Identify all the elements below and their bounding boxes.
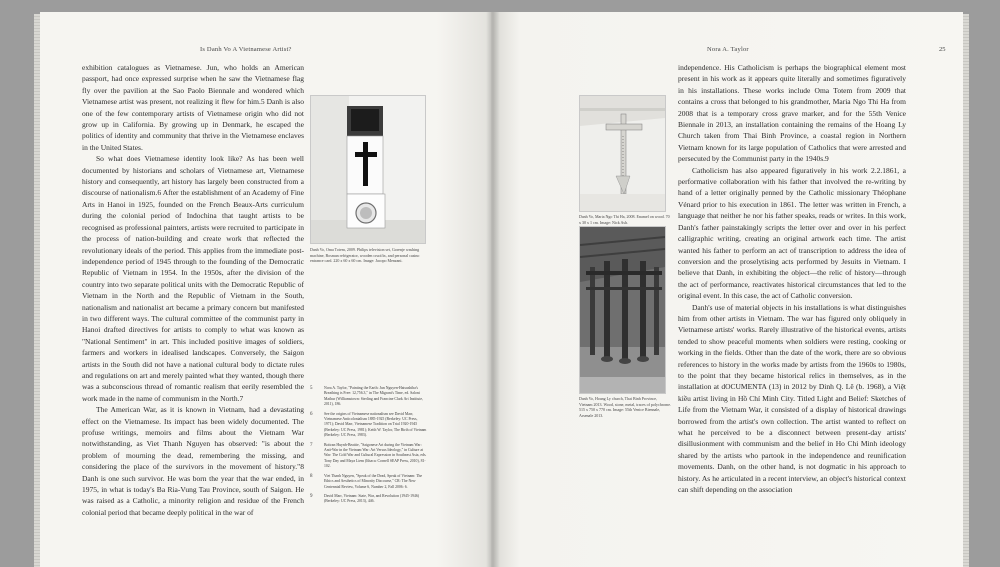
footnote-text: See the origins of Vietnamese nationalism see David Marr, Vietnamese Anticolonialism 1885-1925 (Berkeley: UC Press, 1971); David Marr, Vietnamese Tradition on Trial 1920-1945 (Berkeley: UC Press, 1981); Keith W. Taylor, The Birth of Vietnam (Berkeley: UC Press, 1983). (324, 411, 427, 438)
paragraph: The American War, as it is known in Vietnam, had a devastating effect on the Vietnamese. Its impact has been widely documented. The profuse writings, memoirs and films about the Vietnam War notwithstanding, as Viet Thanh Nguyen has observed: "is about the problem of mourning the dead, remembering the missing, and considering the place of the survivors in the movement of history."8 Danh is one such survivor. He was born the year that the war ended, in 1975, in what is today's Ba Ria-Vung Tau Province, south of Saigon. He was raised as a Catholic, a minority religion and residue of the French colonial period that became deeply political in the war of (82, 405, 304, 517)
paragraph: Catholicism has also appeared figuratively in his work 2.2.1861, a performative collaboration with his father that involved the re-writing by hand of a letter originally penned by the Catholic missionary Théophane Vénard prior to his execution in 1861. The letter was written in French, a language that neither he nor his father speaks, reads or writes. In this work, Danh's father painstakingly scripts the letter over and over in his perfect calligraphic writing, creating an original artwork each time. The artist wanted his father to perform an act of transcription to address the idea of conversion and the proselytising acts performed by Jesuits in Vietnam. I believe that Danh, in exhibiting the object—the relic of history—through the act of performance, reactivates historical circumstances that led to the original event. In this case, the act of Catholic conversion. (678, 165, 906, 301)
paragraph: So what does Vietnamese identity look like? As has been well documented by historians and scholars of Vietnamese art, Vietnamese history and consequently, art history has largely been constructed from a discourse of nationalism.6 After the establishment of an Academy of Fine Arts in Hanoi in 1925, founded on the French Beaux-Arts curriculum during the colonial period of Indochina that taught artists to be recognised as professional painters, artists were recruited to participate in the process of nation-building and create work that reflected the revolutionary ideals of the period. This applies from the immediate post-independence period of 1945 through to the founding of the Democratic Republic of Vietnam in 1954. In the 1950s, after the division of the country into two separate political units with the Democratic Republic of Vietnam in the North and the Republic of Vietnam in the South, nationalism and nationalist art became a primary concern but manifested in two different ways. The cultural committee of the communist party in Hanoi drafted directives for artists to comply to what was known as "National Sentiment" in art. This included positive images of soldiers, farmers and workers in idealised landscapes. Conversely, the Saigon artists in the South did not have a national cultural body to dictate rules and regulations on art and merely painted what they wanted, though there was a subconscious thread of romantic realism that eerily resembled the work made in the name of communism in the North.7 (82, 154, 304, 403)
paragraph: independence. His Catholicism is perhaps the biographical element most present in his work as it appears quite literally and sometimes figuratively in his installations. These works include Oma Totem from 2009 that contains a cross that belonged to his grandmother, Maria Ngo Thi Ha from 2008 that is a temporary cross grave marker, and for the 55th Venice Biennale in 2013, an installation containing the remains of the Hoang Ly Church taken from Thai Binh Province, a coastal region in Northern Vietnam known for its large population of Catholics that were arrested and persecuted by the Communist party in the 1940s.9 (678, 63, 906, 164)
footnote-number: 7 (310, 442, 313, 448)
footnote (310, 412, 428, 439)
footnote-text: Boitran Huynh-Beattie, "Saigonese Art during the Vietnam War: Anti-War in the Vietnam War: Art Versus Ideology," in Culture at War: The Cold War and Cultural Expression in Southeast Asia, eds. Tony Day and Maya Liem (Ithaca: Cornell SEAP Press, 2010), 81-102. (324, 442, 427, 469)
footnote (310, 386, 428, 408)
running-head-right: Nora A. Taylor (707, 46, 749, 53)
footnote-text: Nora A. Taylor, "Painting the Earth: Jun Nguyen-Hatsushiba's Breathing is Free: 12,756.3," in The Migrant's Time, ed. Saloni Mathur (Williamstown: Sterling and Francine Clark Art Institute, 2011), 186. (324, 386, 423, 407)
page-number: 25 (939, 46, 946, 53)
oma-totem-photo (310, 95, 426, 244)
hoang-ly-church-caption: Danh Vo, Hoang Ly church, Thai Binh Province, Vietnam 2013. Wood, stone, metal, traces of polychrome. 515 x 750 x 770 cm. Image: 55th Venice Biennale, Arsenale 2013. (579, 396, 672, 418)
paragraph: exhibition catalogues as Vietnamese. Jun, who holds an American passport, had once expressed surprise when he saw the Vietnamese flag fly over the pavilion at the Sao Paolo Biennale and wondered which Vietnamese artist was present, not realizing it flew for him.5 Danh is also one of the few contemporary artists of Vietnamese origin who did not grow up in California. By growing up in Denmark, he escaped the politics of identity and community that thrive in the Vietnamese enclaves in the United States. (82, 63, 304, 152)
left-body-text (82, 62, 304, 518)
paragraph: Danh's use of material objects in his installations is what distinguishes him from other artists in Vietnam. The war has figured only obliquely in Vietnamese artists' works. Rarely illustrative of the historical events, artists tended to show peaceful moments when soldiers were resting, cooking or working in the fields. Other than the date of the work, there are so obvious references to history in the works made by artists from the 1960s to 1980s, to the point that they became historical relics in themselves, as in the installation at dOCUMENTA (13) in 2012 by Dinh Q. Lê (b. 1968), a Việt kiều artist living in Hồ Chí Minh City. Titled Light and Belief: Sketches of Life from the Vietnam War, it consisted of a display of historical drawings borrowed from the artist's own collection. The artist wanted to reflect on what he perceived to be a disconnect between present-day artists' disillusionment with communism and the belief in Ho Chi Minh ideology shared by the artists who partook in the independence and reunification movements. Danh, on the other hand, is not dogmatic in his approach to history. As he articulated in a recent interview, an object's historical context can shift depending on the association (678, 302, 906, 495)
footnote-text: David Marr, Vietnam: State, War, and Revolution (1945-1946) (Berkeley: UC Press, 2013), 446. (324, 493, 419, 504)
running-head-left: Is Danh Vo A Vietnamese Artist? (200, 46, 292, 53)
footnote-number: 8 (310, 473, 313, 479)
footnote-number: 9 (310, 493, 313, 499)
left-page (40, 12, 491, 567)
footnote-text: Viet Thanh Nguyen, "Speak of the Dead, Speak of Vietnam: The Ethics and Aesthetics of Minority Discourse," CR: The New Centennial Review, Volume 6, Number 2, Fall 2006: 6. (324, 473, 423, 489)
oma-totem-illustration (311, 96, 425, 243)
footnote (310, 494, 428, 505)
maria-ngo-thi-ha-photo (579, 95, 666, 212)
cross-grave-marker-illustration (580, 96, 665, 211)
right-page (491, 12, 963, 567)
footnote-number: 6 (310, 411, 313, 417)
right-body-text (678, 62, 906, 495)
hoang-ly-church-photo (579, 226, 666, 394)
footnote (310, 474, 428, 490)
oma-totem-caption: Danh Vo, Oma Totem, 2009. Philips television set, Gorenje washing machine, Bosman refrigerator, wooden crucifix, and personal casino entrance card. 220 x 60 x 60 cm. Image: Jacopo Menzani. (310, 247, 420, 264)
maria-ngo-thi-ha-caption: Danh Vo, Maria Ngo Thi Ha, 2008. Enamel on wood. 70 x 30 x 1 cm. Image: Nick Ash. (579, 214, 670, 225)
footnote (310, 443, 428, 470)
church-columns-illustration (580, 227, 665, 393)
book-gutter (486, 12, 500, 567)
footnotes (310, 386, 428, 509)
page-stack-edge-right (963, 14, 969, 567)
footnote-number: 5 (310, 386, 313, 391)
